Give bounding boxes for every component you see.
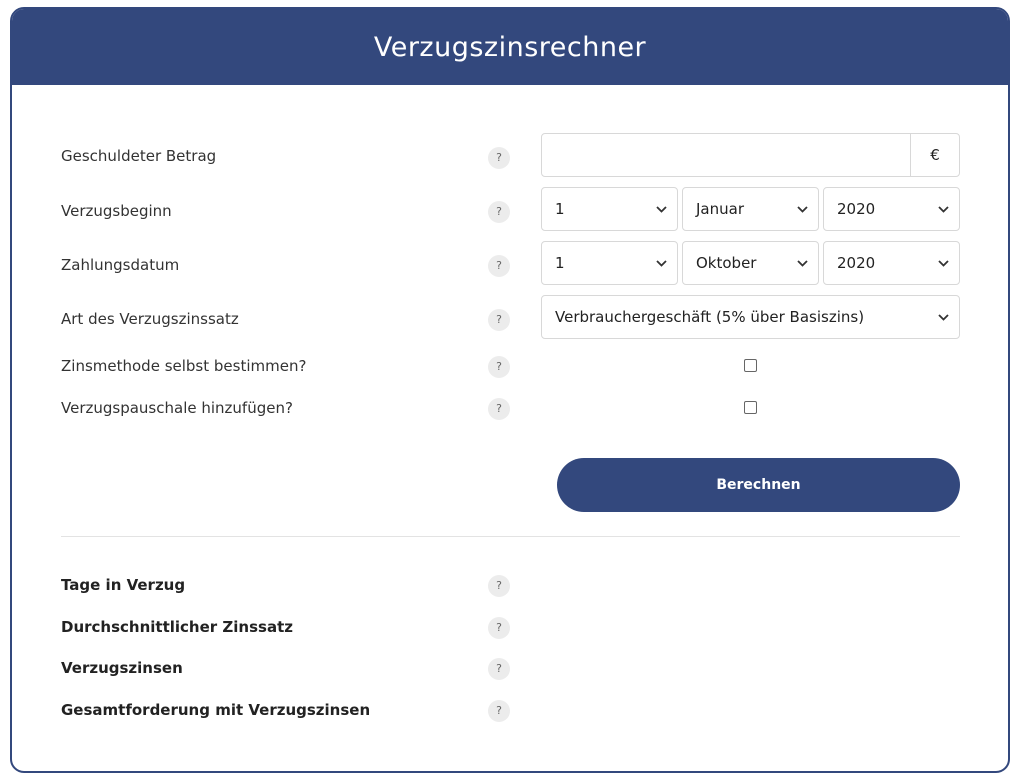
method-checkbox[interactable] (744, 359, 757, 372)
payment-year-select[interactable] (823, 241, 960, 285)
start-year-select[interactable] (823, 187, 960, 231)
chevron-down-icon (937, 311, 949, 323)
calculate-button[interactable]: Berechnen (557, 458, 960, 512)
rate-type-value: Verbrauchergeschäft (5% über Basiszins) (555, 308, 865, 326)
start-date-label: Verzugsbeginn (61, 202, 172, 220)
payment-month-select[interactable] (682, 241, 819, 285)
start-month-select[interactable] (682, 187, 819, 231)
help-icon[interactable]: ? (488, 147, 510, 169)
help-icon[interactable]: ? (488, 700, 510, 722)
result-total-label: Gesamtforderung mit Verzugszinsen (61, 701, 371, 719)
start-month-value: Januar (696, 200, 744, 218)
start-day-select[interactable] (541, 187, 678, 231)
start-year-value: 2020 (837, 200, 876, 218)
payment-year-value: 2020 (837, 254, 876, 272)
result-days-label: Tage in Verzug (61, 576, 186, 594)
help-icon[interactable]: ? (488, 658, 510, 680)
chevron-down-icon (655, 203, 667, 215)
result-interest-label: Verzugszinsen (61, 659, 183, 677)
start-day-value: 1 (555, 200, 565, 218)
payment-day-select[interactable] (541, 241, 678, 285)
help-icon[interactable]: ? (488, 356, 510, 378)
flat-fee-label: Verzugspauschale hinzufügen? (61, 399, 293, 417)
flat-fee-checkbox[interactable] (744, 401, 757, 414)
payment-month-value: Oktober (696, 254, 757, 272)
chevron-down-icon (796, 203, 808, 215)
chevron-down-icon (655, 257, 667, 269)
help-icon[interactable]: ? (488, 398, 510, 420)
rate-type-select[interactable] (541, 295, 960, 339)
amount-label: Geschuldeter Betrag (61, 147, 217, 165)
payment-day-value: 1 (555, 254, 565, 272)
amount-field (541, 133, 960, 177)
help-icon[interactable]: ? (488, 575, 510, 597)
help-icon[interactable]: ? (488, 201, 510, 223)
help-icon[interactable]: ? (488, 255, 510, 277)
calculator-card (10, 7, 1010, 773)
help-icon[interactable]: ? (488, 617, 510, 639)
currency-suffix: € (910, 134, 959, 176)
payment-date-label: Zahlungsdatum (61, 256, 180, 274)
calculator-header (12, 9, 1008, 85)
result-avg-rate-label: Durchschnittlicher Zinssatz (61, 618, 293, 636)
method-label: Zinsmethode selbst bestimmen? (61, 357, 307, 375)
divider (61, 536, 960, 537)
help-icon[interactable]: ? (488, 309, 510, 331)
chevron-down-icon (937, 203, 949, 215)
page-title: Verzugszinsrechner (373, 31, 647, 63)
chevron-down-icon (937, 257, 949, 269)
chevron-down-icon (796, 257, 808, 269)
rate-type-label: Art des Verzugszinssatz (61, 310, 239, 328)
amount-input[interactable] (542, 134, 910, 176)
